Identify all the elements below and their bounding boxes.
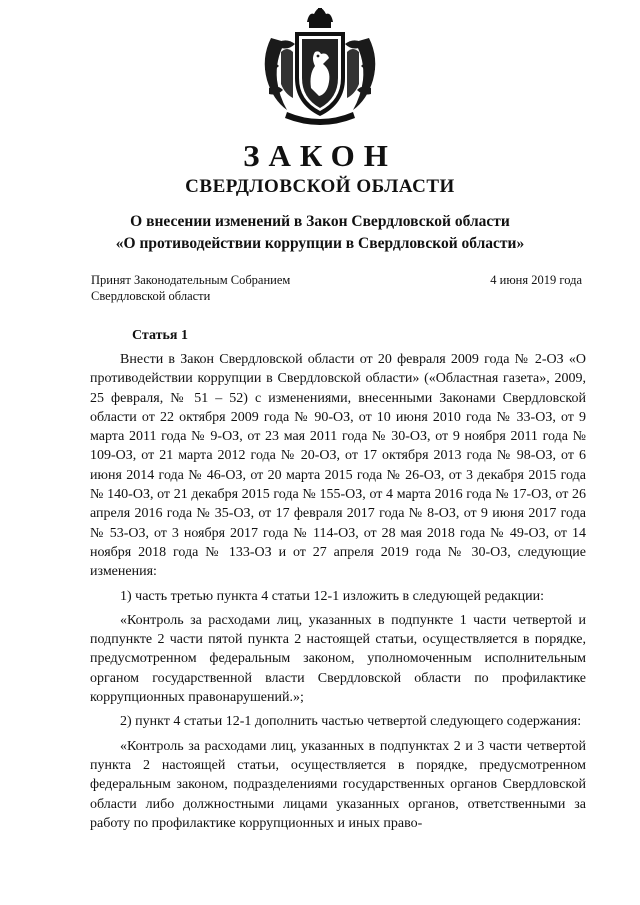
article-paragraph: «Контроль за расходами лиц, указанных в подпунктах 2 и 3 части четвертой пункта 2 настоящей статьи, осуществляется в порядке, предусмотренном федеральным законом, подразделениями государственных органов Свердловской области либо должностными лицами указанных органов, ответственными за работу по профилактике коррупционных и иных право- bbox=[90, 738, 586, 831]
article-paragraph: Внести в Закон Свердловской области от 20 февраля 2009 года № 2-ОЗ «О противодействии коррупции в Свердловской области» («Областная газета», 2009, 25 февраля, № 51 – 52) с изменениями, внесенными Законами Свердловской области от 22 октября 2009 года № 90-ОЗ, от 10 июня 2010 года № 33-ОЗ, от 9 марта 2011 года № 9-ОЗ, от 23 мая 2011 года № 30-ОЗ, от 9 ноября 2011 года № 109-ОЗ, от 21 марта 2012 года № 20-ОЗ, от 17 октября 2013 года № 98-ОЗ, от 6 июня 2014 года № 46-ОЗ, от 20 марта 2015 года № 26-ОЗ, от 3 декабря 2015 года № 140-ОЗ, от 21 декабря 2015 года № 155-ОЗ, от 4 марта 2016 года № 17-ОЗ, от 26 апреля 2016 года № 35-ОЗ, от 17 февраля 2017 года № 8-ОЗ, от 9 июня 2017 года № 53-ОЗ, от 3 ноября 2017 года № 114-ОЗ, от 28 мая 2018 года № 49-ОЗ, от 14 ноября 2018 года № 133-ОЗ и от 27 апреля 2019 года № 30-ОЗ, следующие изменения: bbox=[90, 352, 586, 580]
adoption-note bbox=[91, 272, 290, 304]
article-paragraph: 2) пункт 4 статьи 12-1 дополнить частью четвертой следующего содержания: bbox=[120, 714, 582, 730]
adoption-date: 4 июня 2019 года bbox=[490, 273, 582, 287]
region-title: СВЕРДЛОВСКОЙ ОБЛАСТИ bbox=[185, 176, 455, 197]
document-type-title: ЗАКОН bbox=[243, 138, 397, 173]
adoption-note-line-1: Принят Законодательным Собранием bbox=[91, 273, 291, 287]
adoption-note-line-2: Свердловской области bbox=[91, 289, 211, 303]
sverdlovsk-coat-of-arms-icon bbox=[257, 8, 383, 128]
law-subject-line-1: О внесении изменений в Закон Свердловской области bbox=[130, 213, 510, 230]
article-heading: Статья 1 bbox=[132, 328, 188, 343]
article-body bbox=[90, 350, 586, 833]
article-paragraph: «Контроль за расходами лиц, указанных в подпункте 1 части четвертой и подпункте 2 части пятой пункта 2 настоящей статьи, осуществляется в порядке, предусмотренном федеральным законом, уполномоченным исполнительным органом государственной власти Свердловской области по профилактике коррупционных правонарушений.»; bbox=[90, 612, 586, 706]
article-paragraph: 1) часть третью пункта 4 статьи 12-1 изложить в следующей редакции: bbox=[120, 588, 544, 604]
law-subject bbox=[0, 211, 640, 255]
law-subject-line-2: «О противодействии коррупции в Свердловской области» bbox=[115, 235, 525, 252]
